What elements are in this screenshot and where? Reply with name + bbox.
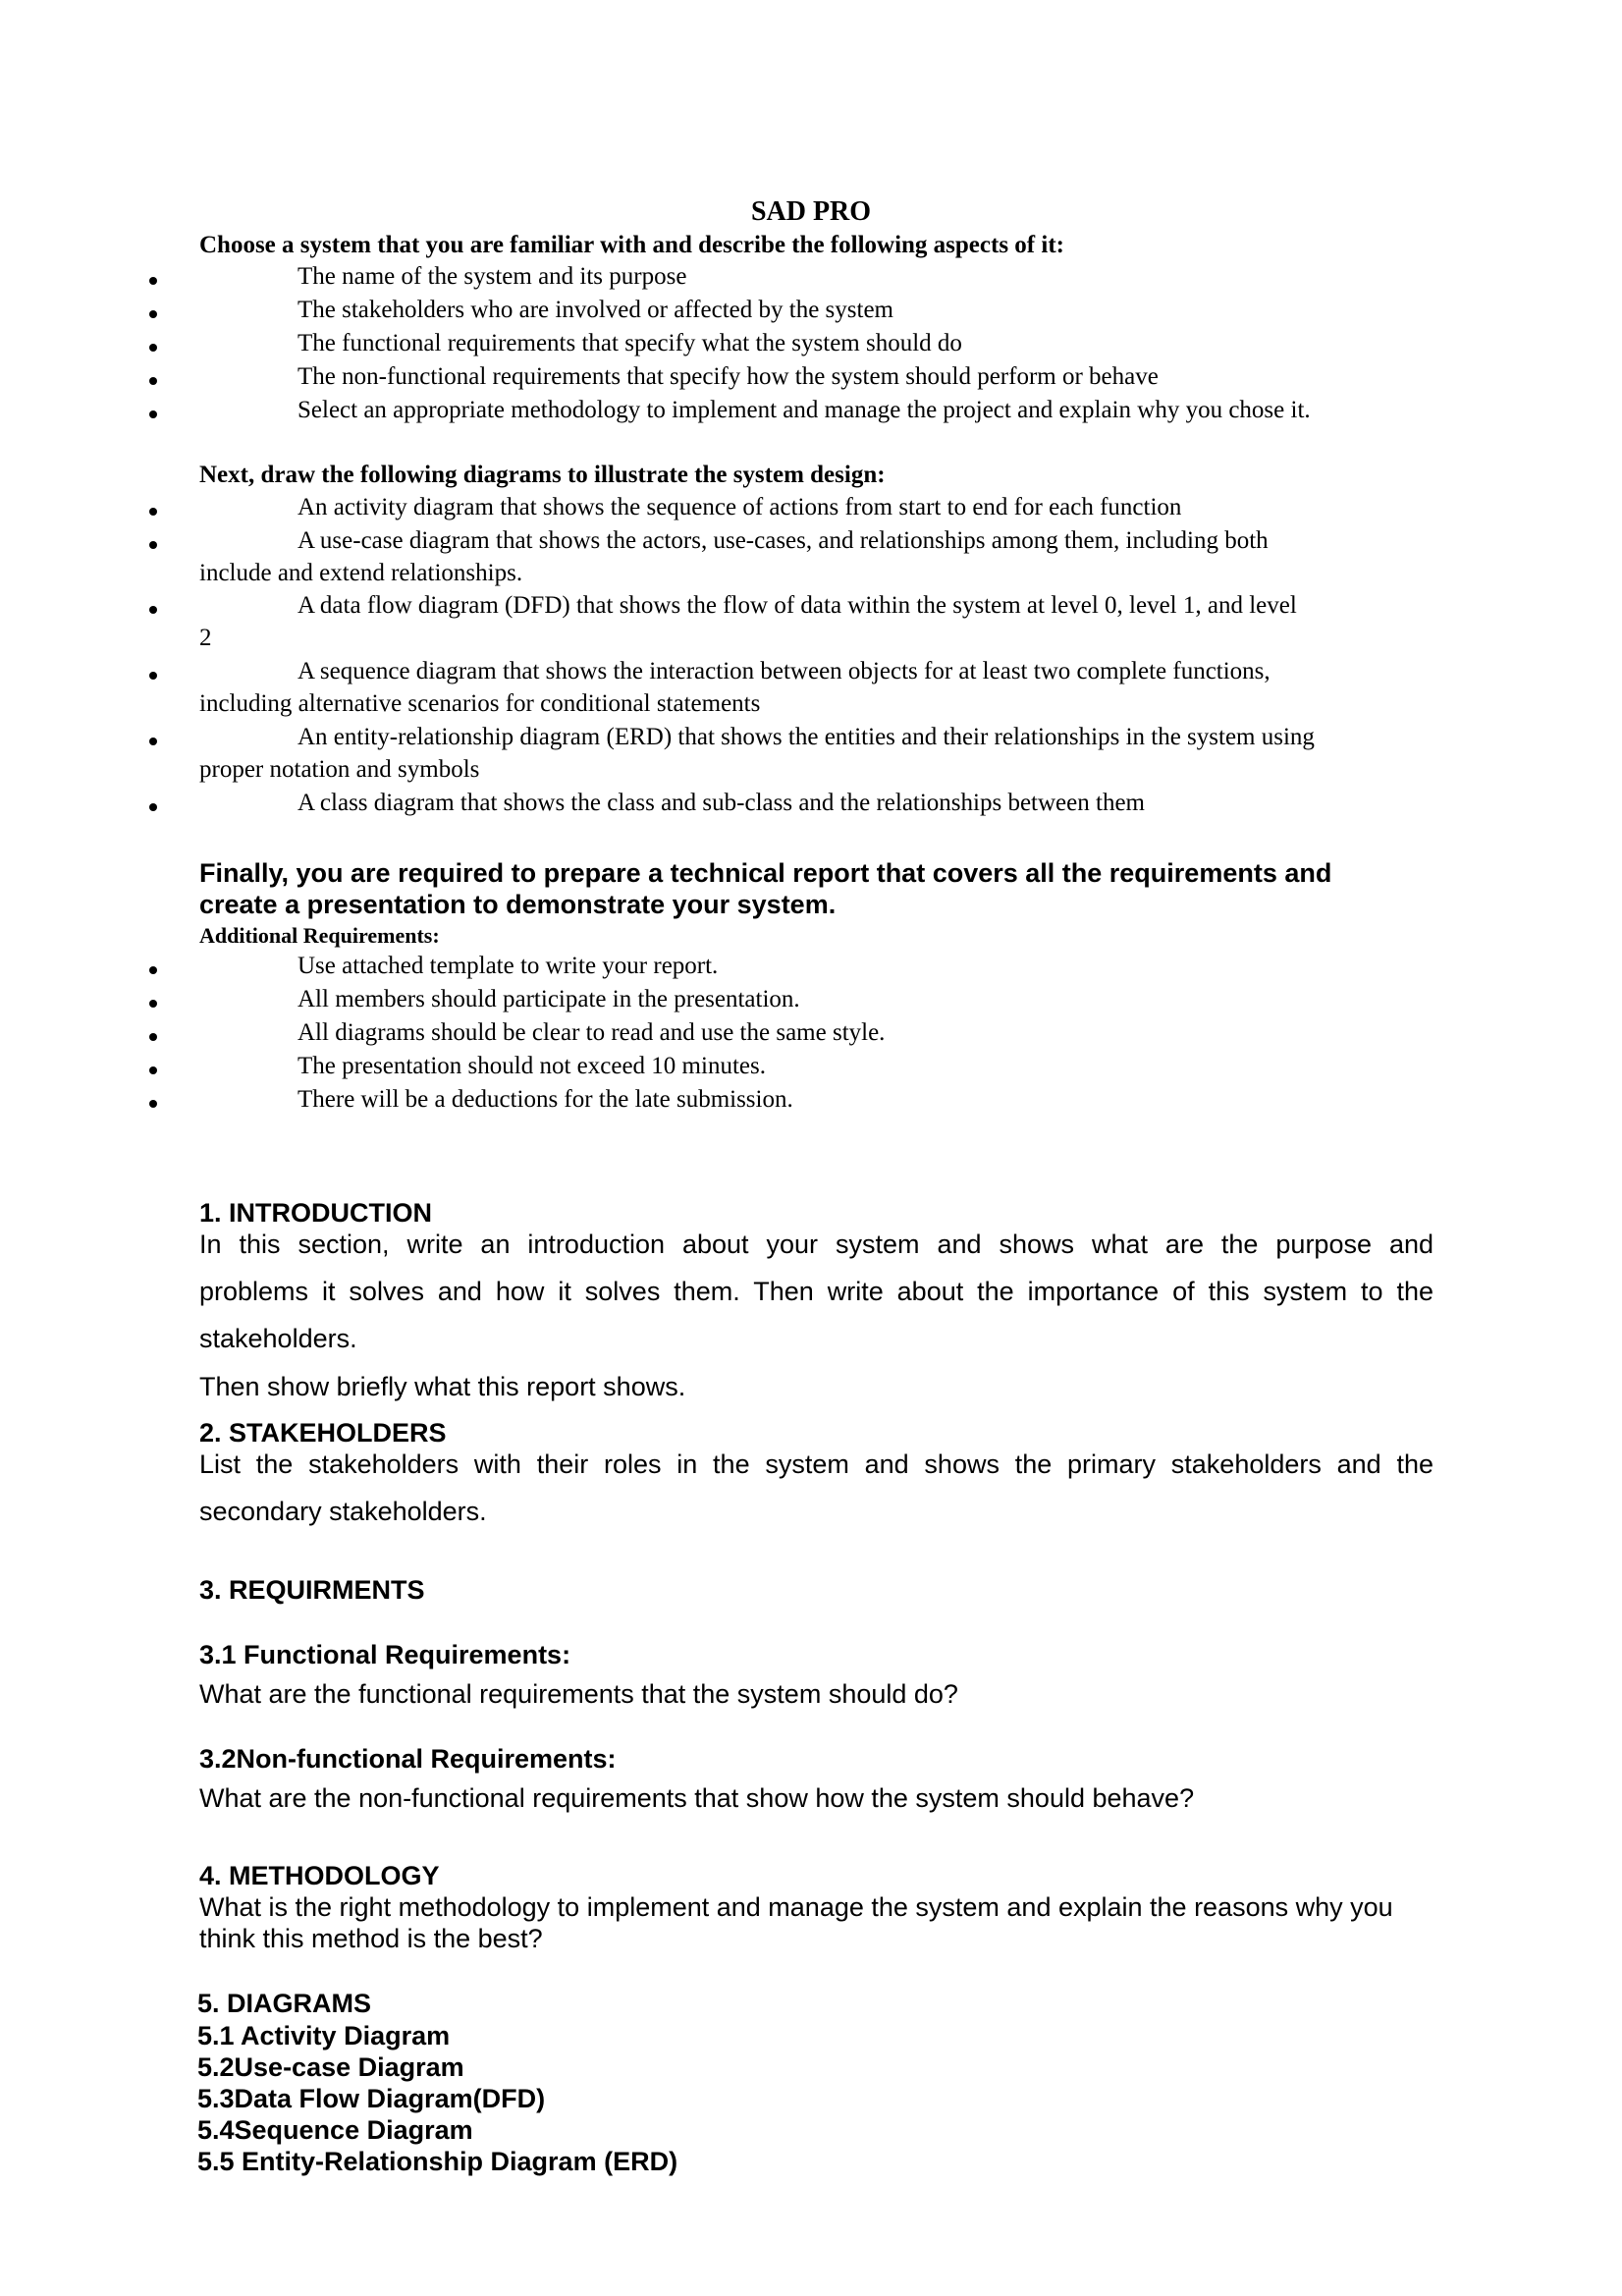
functional-requirements-text: What are the functional requirements that the system should do? <box>199 1679 958 1709</box>
bullet-icon <box>149 1000 157 1008</box>
introduction-line: Then show briefly what this report shows. <box>199 1372 686 1401</box>
requirements-heading: 3. REQUIRMENTS <box>199 1575 425 1605</box>
aspects-heading: Choose a system that you are familiar with and describe the following aspects of it: <box>199 232 1064 258</box>
document-page: SAD PRO Choose a system that you are familiar with and describe the following aspects of it: The name of the system and its purpose The stakeholders who are involved or affected by the system The functional requirements that specify what the system should do The non-functional requirements that specify how the system should perform or behave Select an appropriate methodology to implement and manage the project and explain why you chose it. Next, draw the following diagrams to illustrate the system design: An activity diagram that shows the sequence of actions from start to end for each function A use-case diagram that shows the actors, use-cases, and relationships among them, including both include and extend relationships. A data flow diagram (DFD) that shows the flow of data within the system at level 0, level 1, and level 2 A sequence diagram that shows the interaction between objects for at least two complete functions, including alternative scenarios for conditional statements An entity-relationship diagram (ERD) that shows the entities and their relationships in the system using proper notation and symbols A class diagram that shows the class and sub-class and the relationships between them Finally, you are required to prepare a technical report that covers all the requirements and create a presentation to demonstrate your system. Additional Requirements: Use attached template to write your report. All members should participate in the presentation. All diagrams should be clear to read and use the same style. The presentation should not exceed 10 minutes. There will be a deductions for the late submission. 1. INTRODUCTION In this section, write an introduction about your system and shows what are the purpose and problems it solves and how it solves them. Then write about the importance of this system to the stakeholders. Then show briefly what this report shows. 2. STAKEHOLDERS List the stakeholders with their roles in the system and shows the primary stakeholders and the secondary stakeholders. 3. REQUIRMENTS 3.1 Functional Requirements: What are the functional requirements that the system should do? 3.2Non-functional Requirements: What are the non-functional requirements that show how the system should behave? 4. METHODOLOGY What is the right methodology to implement and manage the system and explain the reasons why you think this method is the best? 5. DIAGRAMS 5.1 Activity Diagram 5.2Use-case Diagram 5.3Data Flow Diagram(DFD) 5.4Sequence Diagram 5.5 Entity-Relationship Diagram (ERD) <box>0 0 1622 2296</box>
introduction-line: In this section, write an introduction about your system and shows what are the purpose and <box>199 1230 1433 1259</box>
finally-line-1: Finally, you are required to prepare a technical report that covers all the requirements and <box>199 858 1332 888</box>
bullet-icon <box>149 508 157 516</box>
stakeholders-line: secondary stakeholders. <box>199 1497 487 1526</box>
finally-line-2: create a presentation to demonstrate your system. <box>199 890 837 919</box>
bullet-icon <box>149 541 157 549</box>
introduction-line: stakeholders. <box>199 1324 357 1353</box>
bullet-icon <box>149 606 157 614</box>
bullet-icon <box>149 1066 157 1074</box>
bullet-icon <box>149 410 157 418</box>
introduction-line: problems it solves and how it solves them. Then write about the importance of this system to the <box>199 1277 1433 1306</box>
bullet-icon <box>149 310 157 318</box>
bullet-icon <box>149 1033 157 1041</box>
stakeholders-heading: 2. STAKEHOLDERS <box>199 1418 447 1448</box>
stakeholders-line: List the stakeholders with their roles in the system and shows the primary stakeholders and the <box>199 1449 1433 1479</box>
bullet-icon <box>149 344 157 352</box>
list-item: 5.4Sequence Diagram <box>197 2115 473 2145</box>
methodology-line: think this method is the best? <box>199 1924 543 1953</box>
methodology-line: What is the right methodology to implement and manage the system and explain the reasons why you <box>199 1892 1393 1922</box>
diagrams-heading: Next, draw the following diagrams to illustrate the system design: <box>199 462 886 488</box>
list-item: 5.2Use-case Diagram <box>197 2052 464 2082</box>
bullet-icon <box>149 277 157 285</box>
bullet-icon <box>149 1100 157 1108</box>
nonfunctional-requirements-text: What are the non-functional requirements that show how the system should behave? <box>199 1783 1195 1813</box>
nonfunctional-requirements-heading: 3.2Non-functional Requirements: <box>199 1744 617 1774</box>
bullet-icon <box>149 738 157 745</box>
list-item: 5.5 Entity-Relationship Diagram (ERD) <box>197 2147 678 2176</box>
bullet-icon <box>149 803 157 811</box>
additional-heading: Additional Requirements: <box>199 923 440 948</box>
document-title: SAD PRO <box>750 196 872 227</box>
bullet-icon <box>149 377 157 385</box>
bullet-icon <box>149 672 157 680</box>
diagrams-section-heading: 5. DIAGRAMS <box>197 1989 372 2018</box>
list-item: 5.3Data Flow Diagram(DFD) <box>197 2084 546 2113</box>
methodology-heading: 4. METHODOLOGY <box>199 1861 440 1890</box>
bullet-icon <box>149 966 157 974</box>
list-item: 5.1 Activity Diagram <box>197 2021 451 2050</box>
introduction-heading: 1. INTRODUCTION <box>199 1198 433 1228</box>
functional-requirements-heading: 3.1 Functional Requirements: <box>199 1640 571 1669</box>
